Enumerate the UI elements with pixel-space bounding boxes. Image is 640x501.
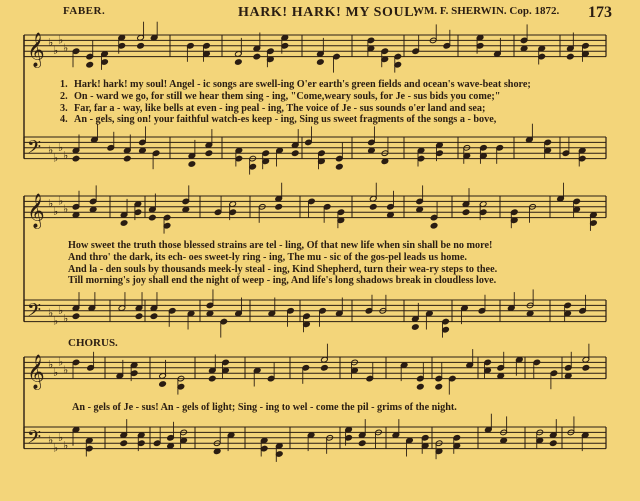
chorus-label: CHORUS. [68, 337, 118, 349]
verse-line-3: And la - den souls by thousands meek-ly steal - ing, Kind Shepherd, turn their wea-ry steps to thee. [68, 263, 498, 275]
page-number: 173 [588, 4, 612, 21]
verse-line-2: And thro' the dark, its ech- oes sweet-ly ring - ing, The mu - sic of the gos-pel leads us home. [68, 251, 467, 263]
verse-line-1: 1. Hark! hark! my soul! Angel - ic songs are swell-ing O'er earth's green fields and ocean's wave-beat shore; [60, 79, 531, 90]
note-head [149, 214, 157, 221]
flat-sign: ♭ [53, 366, 59, 380]
bass-clef: 𝄢 [27, 427, 42, 453]
note-head [582, 365, 590, 372]
note-head [137, 43, 145, 50]
treble-clef: 𝄞 [27, 354, 45, 390]
flat-sign: ♭ [63, 41, 69, 55]
note-head [235, 59, 243, 66]
note-head [435, 383, 443, 390]
flat-sign: ♭ [58, 194, 64, 208]
flat-sign: ♭ [58, 355, 64, 369]
flat-sign: ♭ [53, 205, 59, 219]
flat-sign: ♭ [53, 151, 59, 165]
note-head [462, 209, 470, 216]
flat-sign: ♭ [63, 311, 69, 325]
note-head [417, 383, 425, 390]
flat-sign: ♭ [58, 430, 64, 444]
tune-name: FABER. [63, 5, 106, 17]
flat-sign: ♭ [48, 433, 54, 447]
flat-sign: ♭ [63, 438, 69, 452]
note-head [275, 204, 283, 211]
flat-sign: ♭ [58, 33, 64, 47]
bass-clef: 𝄢 [27, 137, 42, 163]
note-head [369, 204, 377, 211]
flat-sign: ♭ [48, 197, 54, 211]
note-head [135, 313, 143, 320]
verses-system-1 [60, 79, 620, 126]
flat-sign: ♭ [48, 306, 54, 320]
bass-clef: 𝄢 [27, 300, 42, 326]
flat-sign: ♭ [63, 363, 69, 377]
note-head [150, 313, 158, 320]
note-head [358, 440, 366, 447]
verse-line-4: Till morning's joy shall end the night of weep - ing, And life's long shadows break in cloudless love. [68, 275, 497, 287]
chorus-lyric: An - gels of Je - sus! An - gels of light; Sing - ing to wel - come the pil - grims of the night. [72, 402, 457, 413]
note-head [72, 155, 80, 162]
flat-sign: ♭ [63, 148, 69, 162]
note-head [205, 150, 213, 157]
flat-sign: ♭ [48, 358, 54, 372]
treble-clef: 𝄞 [27, 32, 45, 68]
note-head [567, 53, 575, 60]
flat-sign: ♭ [48, 143, 54, 157]
flat-sign: ♭ [58, 140, 64, 154]
verse-line-3: 3. Far, far a - way, like bells at even - ing peal - ing, The voice of Je - sus sounds o'er land and sea; [60, 102, 486, 114]
verse-line-2: 2. On - ward we go, for still we hear them sing - ing, "Come,weary souls, for Je - sus bids you come;" [60, 90, 501, 102]
note-head [86, 61, 94, 68]
treble-clef: 𝄞 [27, 193, 45, 229]
note-head [123, 155, 131, 162]
note-head [188, 161, 196, 168]
flat-sign: ♭ [48, 36, 54, 50]
note-head [120, 440, 128, 447]
flat-sign: ♭ [53, 441, 59, 455]
verse-line-1: How sweet the truth those blessed strains are tel - ling, Of that new life when sin shall be no more! [68, 240, 493, 251]
note-head [159, 381, 167, 388]
note-head [291, 150, 299, 157]
flat-sign: ♭ [53, 44, 59, 58]
hymn-title: HARK! HARK! MY SOUL. [238, 5, 419, 20]
note-head [430, 222, 438, 229]
flat-sign: ♭ [53, 314, 59, 328]
verses-system-2 [68, 240, 628, 287]
note-head [412, 324, 420, 331]
note-head [72, 313, 80, 320]
flat-sign: ♭ [63, 202, 69, 216]
note-head [317, 59, 325, 66]
composer-credit: WM. F. SHERWIN. Cop. 1872. [413, 5, 560, 17]
verse-line-4: 4. An - gels, sing on! your faithful watch-es keep - ing, Sing us sweet fragments of the songs a - bove, [60, 114, 497, 126]
note-head [549, 440, 557, 447]
note-head [321, 365, 329, 372]
note-head [208, 375, 216, 382]
flat-sign: ♭ [58, 303, 64, 317]
note-head [120, 220, 128, 227]
note-head [253, 53, 261, 60]
note-head [336, 163, 344, 170]
